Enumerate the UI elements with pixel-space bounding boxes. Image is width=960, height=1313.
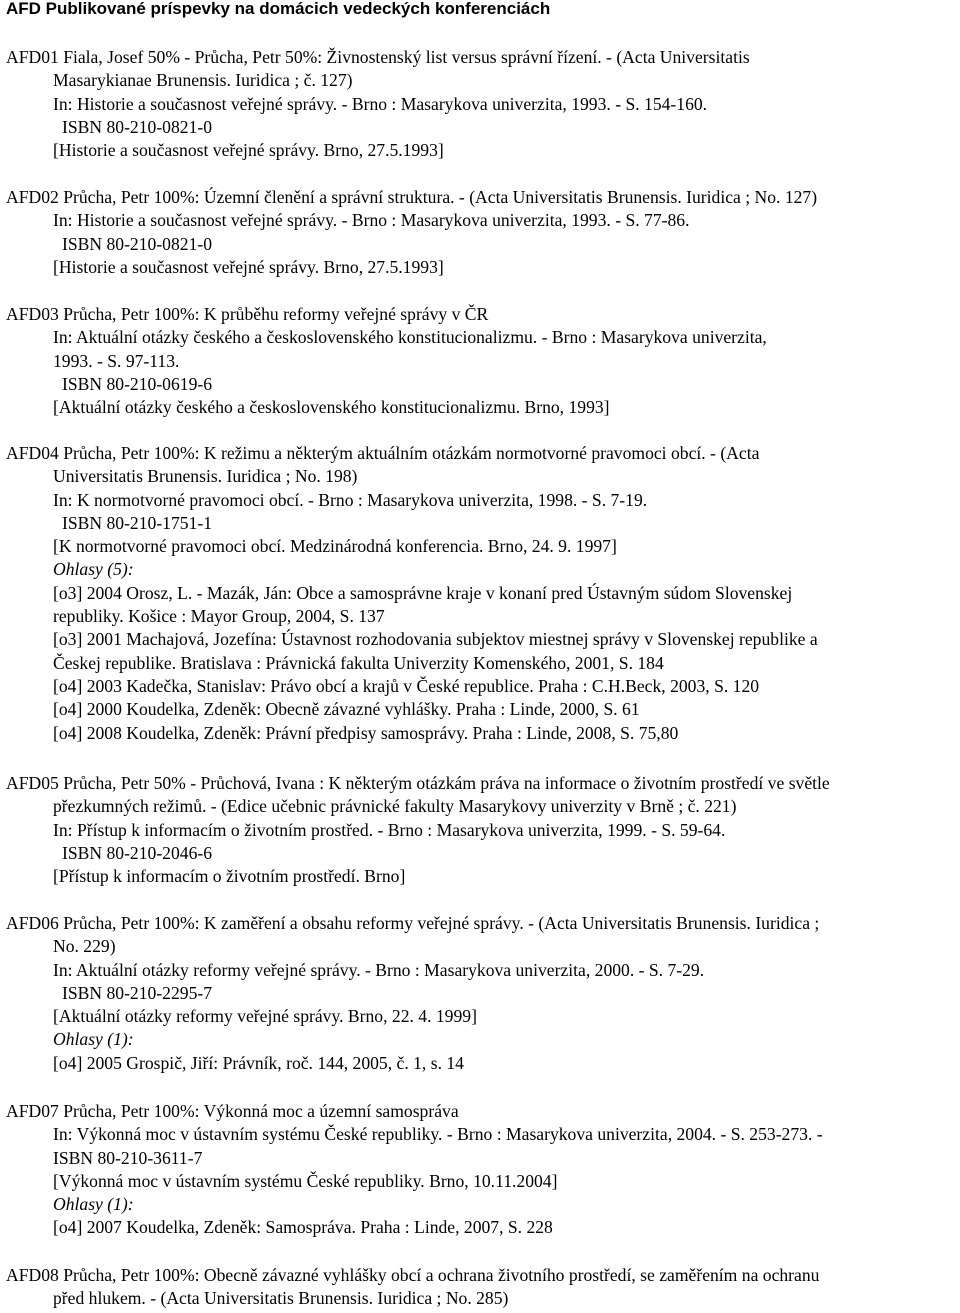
publication-entry bbox=[6, 303, 960, 419]
citation-line: Českej republike. Bratislava : Právnická fakulta Univerzity Komenského, 2001, S. 184 bbox=[53, 652, 664, 673]
section-heading: AFD Publikované príspevky na domácich vedeckých konferenciách bbox=[6, 0, 551, 18]
isbn-line: ISBN 80-210-2046-6 bbox=[62, 842, 213, 863]
entry-title-line: AFD07 Průcha, Petr 100%: Výkonná moc a územní samospráva bbox=[6, 1101, 459, 1121]
entry-line: In: Přístup k informacím o životním prostřed. - Brno : Masarykova univerzita, 1999. - S. 59-64. bbox=[53, 819, 726, 840]
entry-line: [Historie a současnost veřejné správy. Brno, 27.5.1993] bbox=[53, 256, 444, 277]
entry-line: In: Historie a současnost veřejné správy. - Brno : Masarykova univerzita, 1993. - S. 77-86. bbox=[53, 210, 690, 231]
publication-entry bbox=[6, 1264, 960, 1311]
entry-line: In: Aktuální otázky reformy veřejné správy. - Brno : Masarykova univerzita, 2000. - S. 7-29. bbox=[53, 959, 705, 980]
entry-line: 1993. - S. 97-113. bbox=[53, 350, 180, 371]
publication-entry bbox=[6, 912, 960, 1075]
entry-line: Masarykianae Brunensis. Iuridica ; č. 127) bbox=[53, 70, 353, 91]
isbn-line: ISBN 80-210-1751-1 bbox=[62, 512, 213, 533]
citation-line: [o4] 2005 Grospič, Jiří: Právník, roč. 144, 2005, č. 1, s. 14 bbox=[53, 1052, 464, 1073]
entry-line: In: K normotvorné pravomoci obcí. - Brno : Masarykova univerzita, 1998. - S. 7-19. bbox=[53, 489, 648, 510]
entry-title-line: AFD01 Fiala, Josef 50% - Průcha, Petr 50%: Živnostenský list versus správní řízení. - (Acta Universitatis bbox=[6, 47, 750, 67]
isbn-line: ISBN 80-210-3611-7 bbox=[53, 1147, 203, 1168]
publication-entry bbox=[6, 442, 960, 745]
isbn-line: ISBN 80-210-2295-7 bbox=[62, 982, 213, 1003]
entry-title-line: AFD03 Průcha, Petr 100%: K průběhu reformy veřejné správy v ČR bbox=[6, 304, 489, 324]
citation-line: [o4] 2000 Koudelka, Zdeněk: Obecně závazné vyhlášky. Praha : Linde, 2000, S. 61 bbox=[53, 699, 640, 720]
entry-title-line: AFD08 Průcha, Petr 100%: Obecně závazné vyhlášky obcí a ochrana životního prostředí, se zaměřením na ochranu bbox=[6, 1265, 820, 1285]
entry-line: před hlukem. - (Acta Universitatis Brunensis. Iuridica ; No. 285) bbox=[53, 1288, 509, 1309]
isbn-line: ISBN 80-210-0821-0 bbox=[62, 116, 213, 137]
entry-title-line: AFD02 Průcha, Petr 100%: Územní členění a správní struktura. - (Acta Universitatis Brunensis. Iuridica ; No. 127) bbox=[6, 187, 818, 207]
isbn-line: ISBN 80-210-0619-6 bbox=[62, 373, 213, 394]
entry-line: [Aktuální otázky reformy veřejné správy. Brno, 22. 4. 1999] bbox=[53, 1006, 477, 1027]
citation-line: republiky. Košice : Mayor Group, 2004, S. 137 bbox=[53, 606, 385, 627]
citation-line: [o3] 2001 Machajová, Jozefína: Ústavnost rozhodovania subjektov miestnej správy v Slovenskej republike a bbox=[53, 629, 818, 650]
citation-line: [o4] 2008 Koudelka, Zdeněk: Právní předpisy samosprávy. Praha : Linde, 2008, S. 75,80 bbox=[53, 722, 679, 743]
entry-line: [Historie a současnost veřejné správy. Brno, 27.5.1993] bbox=[53, 140, 444, 161]
entry-title-line: AFD04 Průcha, Petr 100%: K režimu a některým aktuálním otázkám normotvorné pravomoci obcí. - (Acta bbox=[6, 443, 760, 463]
entry-line: No. 229) bbox=[53, 936, 116, 957]
entry-line: In: Aktuální otázky českého a československého konstitucionalizmu. - Brno : Masarykova univerzita, bbox=[53, 327, 767, 348]
entry-title-line: AFD05 Průcha, Petr 50% - Průchová, Ivana : K některým otázkám práva na informace o životním prostředí ve světle bbox=[6, 773, 830, 793]
citations-heading: Ohlasy (1): bbox=[53, 1029, 134, 1050]
entry-title-line: AFD06 Průcha, Petr 100%: K zaměření a obsahu reformy veřejné správy. - (Acta Universitatis Brunensis. Iuridica ; bbox=[6, 913, 820, 933]
publication-entry bbox=[6, 772, 960, 888]
citations-heading: Ohlasy (5): bbox=[53, 559, 134, 580]
entry-line: [Aktuální otázky českého a československého konstitucionalizmu. Brno, 1993] bbox=[53, 397, 610, 418]
entry-line: [K normotvorné pravomoci obcí. Medzinárodná konferencia. Brno, 24. 9. 1997] bbox=[53, 536, 617, 557]
citation-line: [o4] 2007 Koudelka, Zdeněk: Samospráva. Praha : Linde, 2007, S. 228 bbox=[53, 1217, 553, 1238]
entry-line: In: Výkonná moc v ústavním systému České republiky. - Brno : Masarykova univerzita, 2004. - S. 253-273. - bbox=[53, 1124, 823, 1145]
publication-entry bbox=[6, 1100, 960, 1240]
publication-entry bbox=[6, 46, 960, 162]
isbn-line: ISBN 80-210-0821-0 bbox=[62, 233, 213, 254]
citation-line: [o3] 2004 Orosz, L. - Mazák, Ján: Obce a samosprávne kraje v konaní pred Ústavným súdom Slovenskej bbox=[53, 582, 793, 603]
entry-line: [Přístup k informacím o životním prostředí. Brno] bbox=[53, 866, 406, 887]
publication-entry bbox=[6, 186, 960, 279]
entry-line: Universitatis Brunensis. Iuridica ; No. 198) bbox=[53, 466, 358, 487]
entry-line: In: Historie a současnost veřejné správy. - Brno : Masarykova univerzita, 1993. - S. 154-160. bbox=[53, 93, 708, 114]
entry-line: [Výkonná moc v ústavním systému České republiky. Brno, 10.11.2004] bbox=[53, 1170, 558, 1191]
citation-line: [o4] 2003 Kadečka, Stanislav: Právo obcí a krajů v České republice. Praha : C.H.Beck, 2003, S. 120 bbox=[53, 675, 760, 696]
entry-line: přezkumných režimů. - (Edice učebnic právnické fakulty Masarykovy univerzity v Brně ; č. 221) bbox=[53, 796, 737, 817]
citations-heading: Ohlasy (1): bbox=[53, 1194, 134, 1215]
